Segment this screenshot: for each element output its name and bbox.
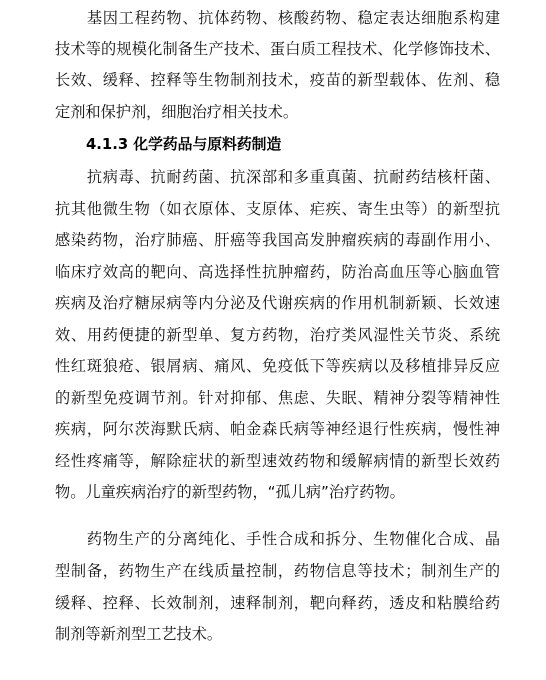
paragraph-line: 感染药物，治疗肺癌、肝癌等我国高发肿瘤疾病的毒副作用小、 xyxy=(55,231,500,249)
paragraph-line: 缓释、控释、长效制剂，速释制剂，靶向释药，透皮和粘膜给药 xyxy=(55,594,500,612)
paragraph-line: 型制备，药物生产在线质量控制，药物信息等技术；制剂生产的 xyxy=(55,562,500,580)
paragraph-line: 物。儿童疾病治疗的新型药物，“孤儿病”治疗药物。 xyxy=(55,483,405,501)
paragraph-line: 定剂和保护剂，细胞治疗相关技术。 xyxy=(55,103,298,121)
section-heading: 4.1.3 化学药品与原料药制造 xyxy=(86,136,282,153)
paragraph-line: 基因工程药物、抗体药物、核酸药物、稳定表达细胞系构建 xyxy=(55,9,500,27)
paragraph-line: 制剂等新剂型工艺技术。 xyxy=(55,625,223,643)
paragraph-line: 性红斑狼疮、银屑病、痛风、免疫低下等疾病以及移植排异反应 xyxy=(55,357,500,375)
paragraph-line: 药物生产的分离纯化、手性合成和拆分、生物催化合成、晶 xyxy=(55,530,500,548)
paragraph-line: 效、用药便捷的新型单、复方药物，治疗类风湿性关节炎、系统 xyxy=(55,326,500,344)
paragraph-line: 抗其他微生物（如衣原体、支原体、疟疾、寄生虫等）的新型抗 xyxy=(55,200,500,218)
paragraph-line: 疾病，阿尔茨海默氏病、帕金森氏病等神经退行性疾病，慢性神 xyxy=(55,420,500,438)
paragraph-line: 抗病毒、抗耐药菌、抗深部和多重真菌、抗耐药结核杆菌、 xyxy=(55,168,500,186)
paragraph-line: 的新型免疫调节剂。针对抑郁、焦虑、失眠、精神分裂等精神性 xyxy=(55,389,500,407)
paragraph-line: 经性疼痛等，解除症状的新型速效药物和缓解病情的新型长效药 xyxy=(55,452,500,470)
paragraph-line: 技术等的规模化制备生产技术、蛋白质工程技术、化学修饰技术、 xyxy=(55,40,500,58)
paragraph-line: 疾病及治疗糖尿病等内分泌及代谢疾病的作用机制新颖、长效速 xyxy=(55,294,500,312)
paragraph-line: 临床疗效高的靶向、高选择性抗肿瘤药，防治高血压等心脑血管 xyxy=(55,263,500,281)
paragraph-line: 长效、缓释、控释等生物制剂技术，疫苗的新型载体、佐剂、稳 xyxy=(55,71,500,89)
